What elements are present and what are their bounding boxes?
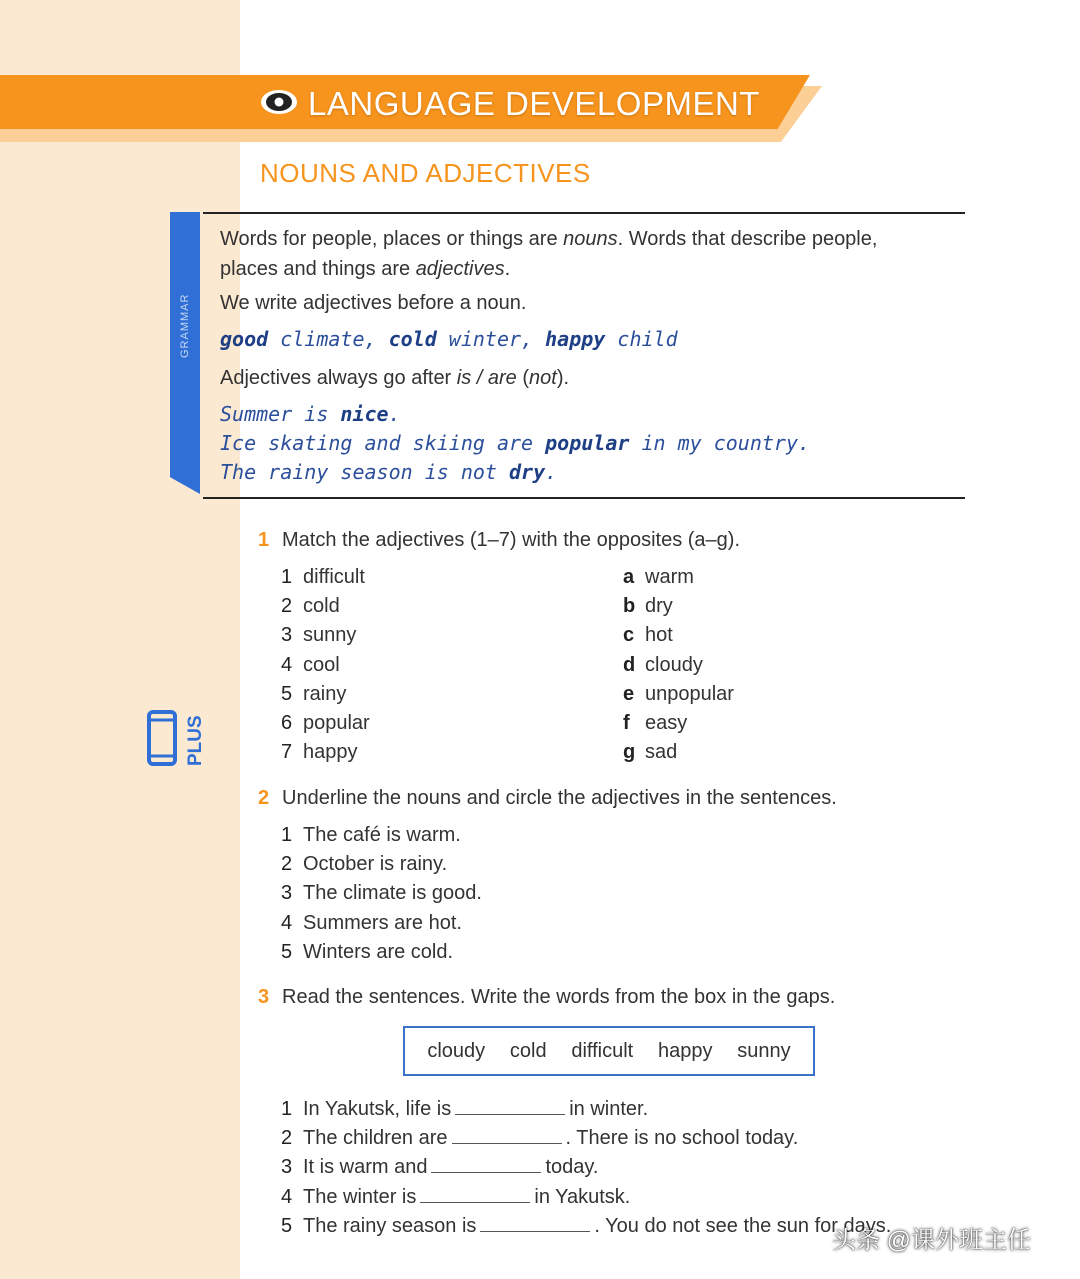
example-adjective: dry [508,460,546,484]
opposite-item [623,624,673,647]
example-text: Summer is [220,402,341,426]
answer-gap[interactable] [431,1156,541,1173]
item-text: hot [645,624,673,647]
grammar-rule-1-cont: places and things are adjectives. [220,258,511,280]
item-text: The café is warm. [303,824,461,846]
plus-label: PLUS [185,715,206,766]
item-label: 1 [281,1098,293,1120]
example-adjective: cold [388,327,437,351]
example-text: . [388,402,401,426]
sentence-item [281,853,447,876]
box-word: difficult [571,1039,634,1062]
gap-sentence [281,1215,891,1238]
gap-sentence [281,1098,648,1121]
item-label: 2 [281,1127,293,1150]
box-word: happy [657,1039,713,1062]
item-label: f [623,712,630,734]
adjective-item [281,683,346,706]
opposite-item [623,595,673,618]
gap-sentence [281,1127,798,1150]
item-label: 3 [281,624,293,647]
item-label: e [623,682,635,705]
item-text: today. [545,1156,599,1179]
example-text: child [605,327,678,351]
grammar-example-3 [220,431,810,455]
item-text: rainy [303,682,347,705]
item-text: sunny [303,624,357,647]
example-text: The rainy season is not [220,460,509,484]
item-label: g [623,741,636,764]
adjective-item [281,712,370,735]
adjective-item [281,654,340,677]
answer-gap[interactable] [452,1127,562,1144]
item-text: unpopular [645,682,734,705]
opposite-item [623,654,703,677]
exercise-3-number: 3 [258,986,270,1008]
item-text: in Yakutsk. [534,1185,631,1208]
gap-sentence [281,1156,598,1179]
example-text: in my country. [629,431,811,455]
item-label: 5 [281,682,293,705]
word-box [403,1026,815,1076]
section-title: NOUNS AND ADJECTIVES [260,158,591,188]
example-text: climate, [268,327,389,351]
answer-gap[interactable] [420,1186,530,1203]
item-text: cold [303,595,340,618]
item-text: warm [645,566,694,588]
grammar-rule-3: Adjectives always go after is / are (not). [220,367,570,389]
item-text: dry [645,595,673,618]
item-label: 5 [281,940,293,963]
item-label: 2 [281,853,293,876]
opposite-item [623,712,687,735]
gap-sentence [281,1186,630,1209]
item-text: It is warm and [303,1156,428,1179]
page-margin [0,0,240,1279]
example-text: Ice skating and skiing are [220,431,546,455]
watermark: 头条 @课外班主任 [832,1227,1032,1254]
example-text: winter, [436,327,546,351]
grammar-example-1 [220,327,678,351]
item-label: 6 [281,712,293,734]
item-text: difficult [303,566,365,588]
item-text: The rainy season is [303,1214,477,1237]
item-text: Summers are hot. [303,911,462,934]
banner-title: LANGUAGE DEVELOPMENT [308,85,760,122]
grammar-example-2 [220,402,401,426]
exercise-3-instruction: Read the sentences. Write the words from the box in the gaps. [282,986,836,1008]
item-label: 3 [281,882,293,905]
item-text: popular [303,712,370,734]
example-adjective: happy [545,327,606,351]
exercise-2-number: 2 [258,787,270,809]
sentence-item [281,912,462,935]
adjective-item [281,741,358,764]
item-label: 4 [281,1185,293,1208]
item-text: in winter. [569,1098,649,1120]
box-word: cold [509,1039,547,1062]
item-label: 3 [281,1156,293,1179]
item-text: Winters are cold. [303,940,454,963]
item-text: easy [645,712,688,734]
adjective-item [281,624,356,647]
item-label: b [623,595,636,618]
item-label: 1 [281,824,293,846]
item-label: d [623,653,636,676]
example-adjective: nice [340,402,389,426]
item-label: 2 [281,595,293,618]
item-text: happy [303,741,358,764]
grammar-rule-1: Words for people, places or things are nouns. Words that describe people, [220,228,878,250]
grammar-example-4 [220,460,557,484]
item-label: c [623,624,635,647]
phone-plus-icon [146,708,206,768]
item-text: . There is no school today. [565,1127,799,1150]
item-label: a [623,566,635,588]
item-text: The climate is good. [303,882,482,905]
grammar-box [203,212,965,499]
item-text: cool [303,653,340,676]
item-label: 5 [281,1214,293,1237]
item-label: 4 [281,653,293,676]
opposite-item [623,741,677,764]
answer-gap[interactable] [455,1098,565,1115]
opposite-item [623,683,734,706]
adjective-item [281,566,365,589]
opposite-item [623,566,694,589]
box-word: sunny [737,1039,791,1062]
exercise-1-number: 1 [258,529,270,551]
item-text: cloudy [645,653,703,676]
grammar-rule-2: We write adjectives before a noun. [220,292,527,314]
item-text: The children are [303,1127,448,1150]
box-word: cloudy [427,1039,486,1062]
item-label: 4 [281,911,293,934]
answer-gap[interactable] [480,1215,590,1232]
example-text: . [545,460,558,484]
item-text: In Yakutsk, life is [303,1098,452,1120]
example-adjective: good [220,327,269,351]
grammar-label: GRAMMAR [179,293,191,358]
adjective-item [281,595,340,618]
sentence-item [281,941,453,964]
exercise-1-instruction: Match the adjectives (1–7) with the opposites (a–g). [282,529,741,551]
sentence-item [281,824,461,847]
item-text: The winter is [303,1185,417,1208]
sentence-item [281,882,482,905]
eye-icon [260,88,298,116]
example-adjective: popular [545,431,630,455]
exercise-2-instruction: Underline the nouns and circle the adjectives in the sentences. [282,787,837,809]
item-label: 7 [281,741,293,764]
item-text: . You do not see the sun for days. [594,1214,892,1237]
item-text: sad [645,741,678,764]
item-text: October is rainy. [303,853,448,876]
item-label: 1 [281,566,293,588]
